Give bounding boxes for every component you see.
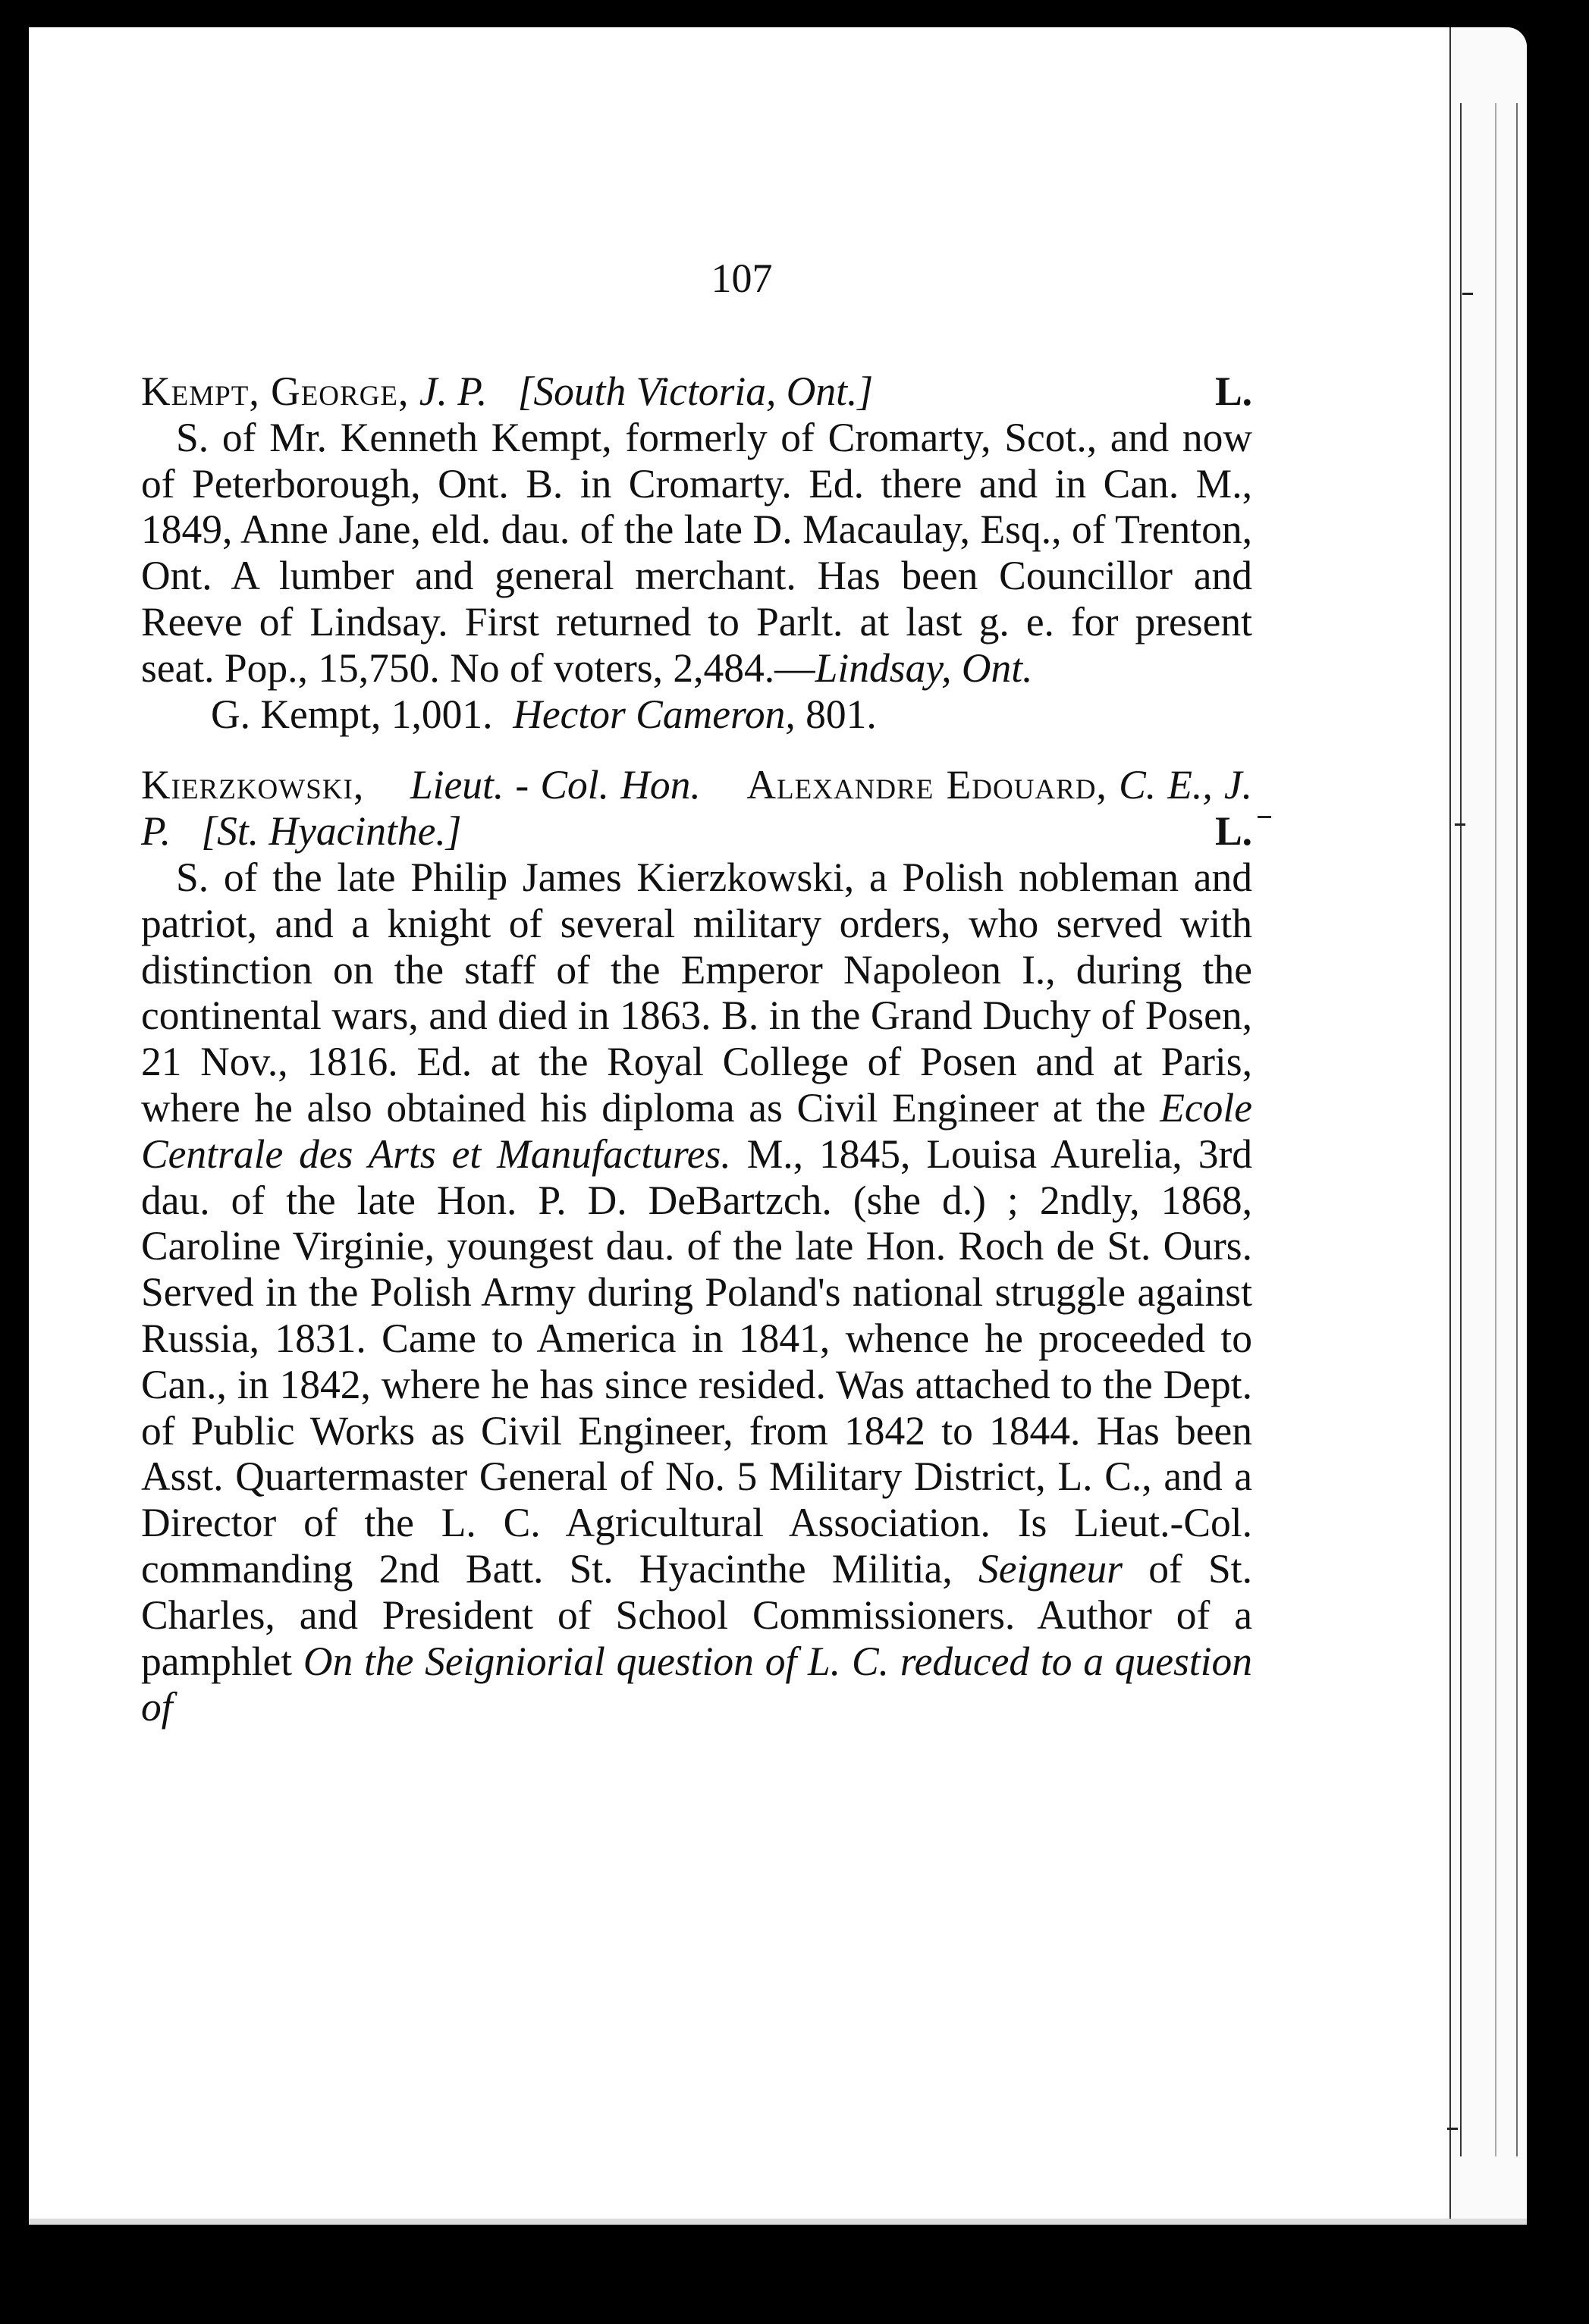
entry-body-place: Lindsay, Ont. [815,645,1033,691]
entry-kempt [141,369,1252,737]
result-runner-up-votes: 801. [805,691,877,737]
entry-body-text-2: M., 1845, Louisa Aurelia, 3rd dau. of the late Hon. P. D. DeBartzch. (she d.) ; 2ndly, 1868, Caroline Virginie, youngest dau. of the late Hon. Roch de St. Ours. Served in the Polish Army during Poland's national struggle against Russia, 1831. Came to America in 1841, whence he proceeded to Can., in 1842, where he has since resided. Was attached to the Dept. of Public Works as Civil Engineer, from 1842 to 1844. Has been Asst. Quartermaster General of No. 5 Military District, L. C., and a Director of the L. C. Agricultural Association. Is Lieut.-Col. commanding 2nd Batt. St. Hyacinthe Militia, [141,1131,1253,1592]
result-winner: G. Kempt, 1,001. [211,691,493,737]
party-label: L. [1214,808,1252,855]
entry-body-text-3: of St. Charles, and President of School Commissioners. Author of a pamphlet [141,1545,1253,1684]
entry-titles: C. E., J. P. [141,762,1253,855]
entry-name: Kempt, George, [141,369,410,414]
entry-name-surname: Kierzkowski, [141,762,365,808]
result-runner-up: Hector Cameron, [513,691,796,737]
page-bottom-edge [29,2219,1527,2225]
entry-body-text-1: S. of the late Philip James Kierzkowski, a Polish nobleman and patriot, and a knight of several military orders, who served with distinction on the staff of the Emperor Napoleon I., during the continental wars, and died in 1863. B. in the Grand Duchy of Posen, 21 Nov., 1816. Ed. at the Royal College of Posen and at Paris, where he also obtained his diploma as Civil Engineer at the [141,854,1252,1131]
entry-rank: Lieut. - Col. Hon. [410,762,701,808]
entry-constituency: [South Victoria, Ont.] [517,369,874,414]
entry-constituency: [St. Hyacinthe.] [201,808,462,855]
party-label: L. [1214,369,1252,414]
entry-titles: J. P. [419,369,488,414]
election-result [141,692,1252,738]
entry-body [141,855,1252,1730]
entry-name-given: Alexandre Edouard, [746,762,1107,808]
entry-heading [141,369,1252,415]
page-number: 107 [711,256,773,301]
entry-body-title: Seigneur [978,1545,1123,1592]
entry-kierzkowski [141,762,1252,1730]
entry-body-pamphlet: On the Seigniorial question of L. C. reduced to a question of [141,1638,1252,1730]
text-column [141,369,1252,1730]
entry-body-school: Ecole Centrale des Arts et Manufactures. [141,1084,1252,1177]
book-page [29,27,1527,2225]
entry-body-text: S. of Mr. Kenneth Kempt, formerly of Cromarty, Scot., and now of Peterborough, Ont. B. in Cromarty. Ed. there and in Can. M., 1849, Anne Jane, eld. dau. of the late D. Macaulay, Esq., of Trenton, Ont. A lumber and general merchant. Has been Councillor and Reeve of Lindsay. First returned to Parlt. at last g. e. for present seat. Pop., 15,750. No of voters, 2,484.— [141,414,1252,691]
entry-heading [141,762,1252,855]
entry-body [141,415,1252,738]
page-edge-shadow [1449,27,1527,2225]
